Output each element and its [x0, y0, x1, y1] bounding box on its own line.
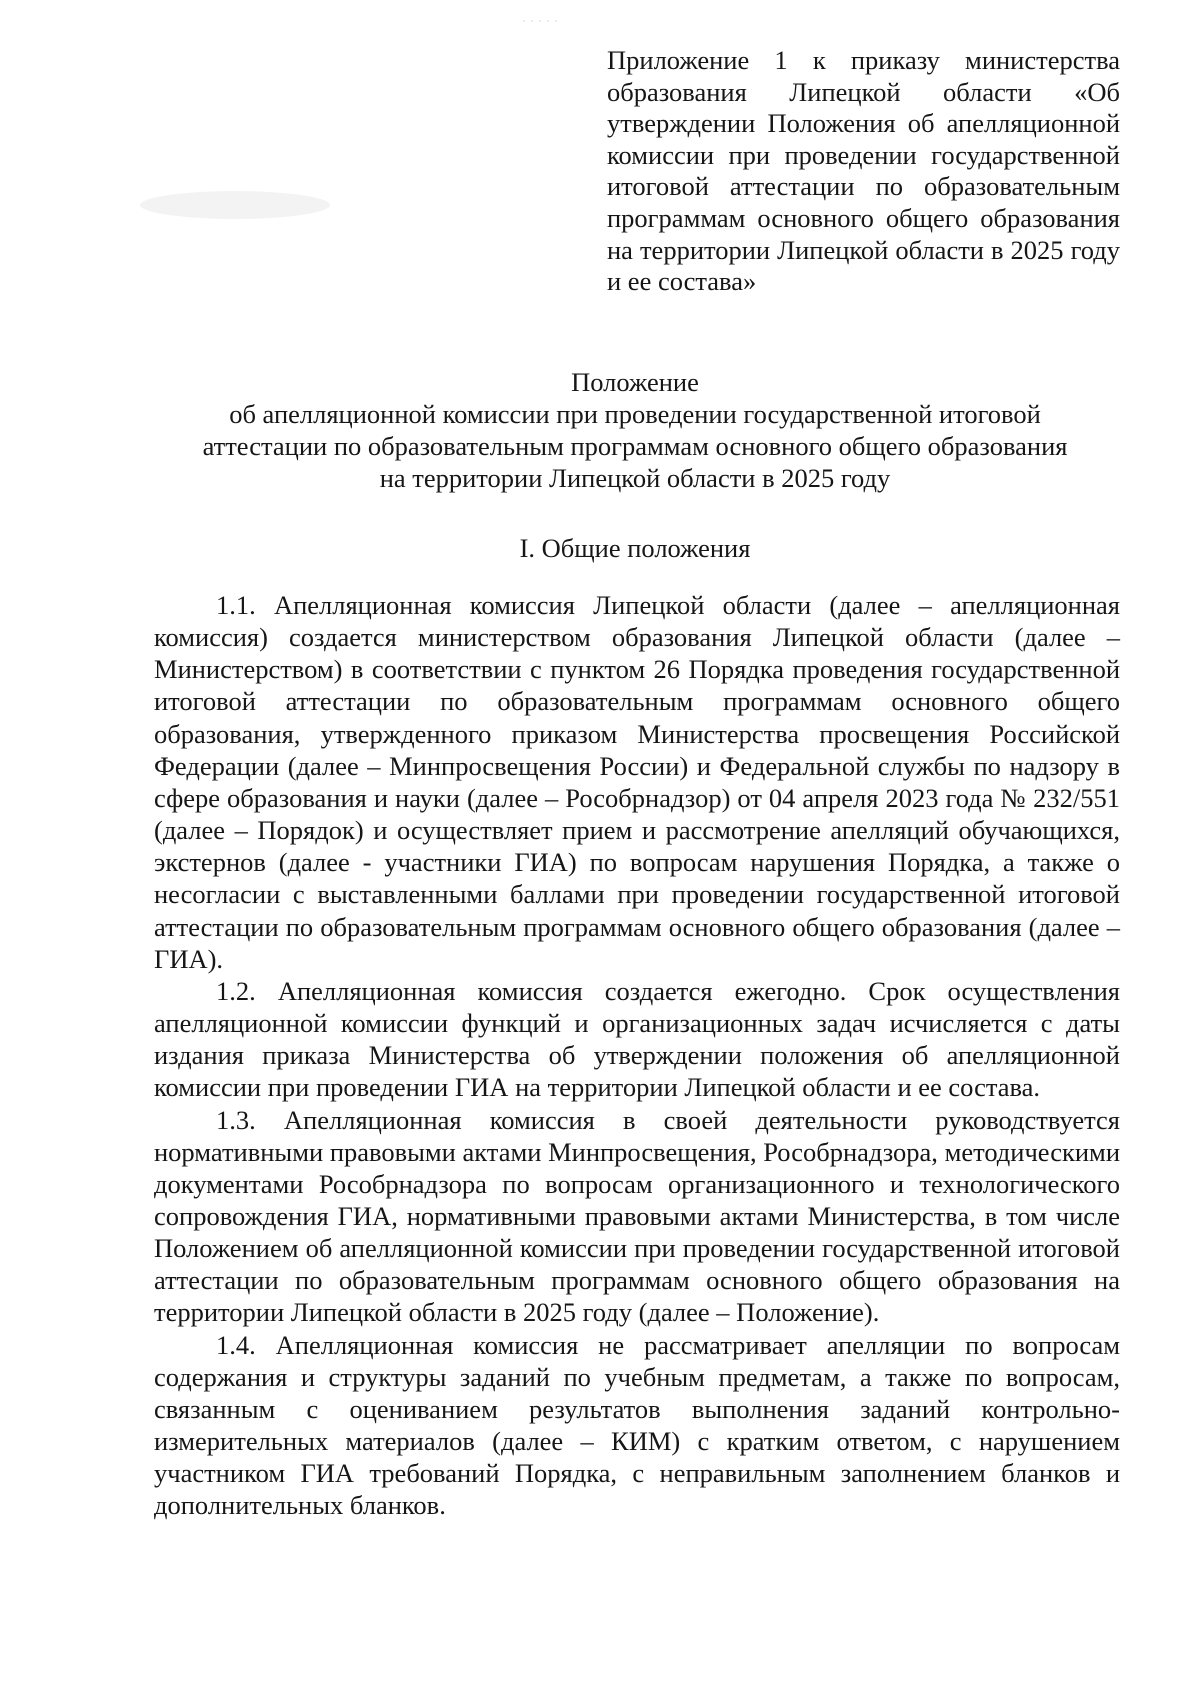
title-line-2: аттестации по образовательным программам основного общего образования — [202, 431, 1068, 461]
appendix-note: Приложение 1 к приказу министерства образования Липецкой области «Об утверждении Положения об апелляционной комиссии при проведении государственной итоговой аттестации по образовательным программам основного общего образования на территории Липецкой области в 2025 году и ее состава» — [607, 45, 1120, 297]
paragraph-1-3: 1.3. Апелляционная комиссия в своей деятельности руководствуется нормативными правовыми актами Минпросвещения, Рособрнадзора, методическими документами Рособрнадзора по вопросам организационного и технологического сопровождения ГИА, нормативными правовыми актами Министерства, в том числе Положением об апелляционной комиссии при проведении государственной итоговой аттестации по образовательным программам основного общего образования на территории Липецкой области в 2025 году (далее – Положение). — [154, 1104, 1120, 1328]
document-body — [154, 589, 1120, 1522]
scan-smudge — [135, 185, 335, 225]
title-line-3: на территории Липецкой области в 2025 году — [379, 463, 891, 493]
title-heading: Положение — [571, 367, 699, 397]
section-heading: I. Общие положения — [519, 533, 751, 563]
paragraph-1-2: 1.2. Апелляционная комиссия создается ежегодно. Срок осуществления апелляционной комиссии функций и организационных задач исчисляется с даты издания приказа Министерства об утверждении положения об апелляционной комиссии при проведении ГИА на территории Липецкой области и ее состава. — [154, 975, 1120, 1103]
scan-artifact — [520, 18, 560, 24]
paragraph-1-1: 1.1. Апелляционная комиссия Липецкой области (далее – апелляционная комиссия) создается министерством образования Липецкой области (далее – Министерством) в соответствии с пунктом 26 Порядка проведения государственной итоговой аттестации по образовательным программам основного общего образования, утвержденного приказом Министерства просвещения Российской Федерации (далее – Минпросвещения России) и Федеральной службы по надзору в сфере образования и науки (далее – Рособрнадзор) от 04 апреля 2023 года № 232/551 (далее – Порядок) и осуществляет прием и рассмотрение апелляций обучающихся, экстернов (далее - участники ГИА) по вопросам нарушения Порядка, а также о несогласии с выставленными баллами при проведении государственной итоговой аттестации по образовательным программам основного общего образования (далее – ГИА). — [154, 590, 1120, 974]
paragraph-1-4: 1.4. Апелляционная комиссия не рассматривает апелляции по вопросам содержания и структуры заданий по учебным предметам, а также по вопросам, связанным с оцениванием результатов выполнения заданий контрольно-измерительных материалов (далее – КИМ) с кратким ответом, с нарушением участником ГИА требований Порядка, с неправильным заполнением бланков и дополнительных бланков. — [154, 1329, 1120, 1521]
title-line-1: об апелляционной комиссии при проведении государственной итоговой — [229, 399, 1041, 429]
document-title — [150, 366, 1120, 494]
